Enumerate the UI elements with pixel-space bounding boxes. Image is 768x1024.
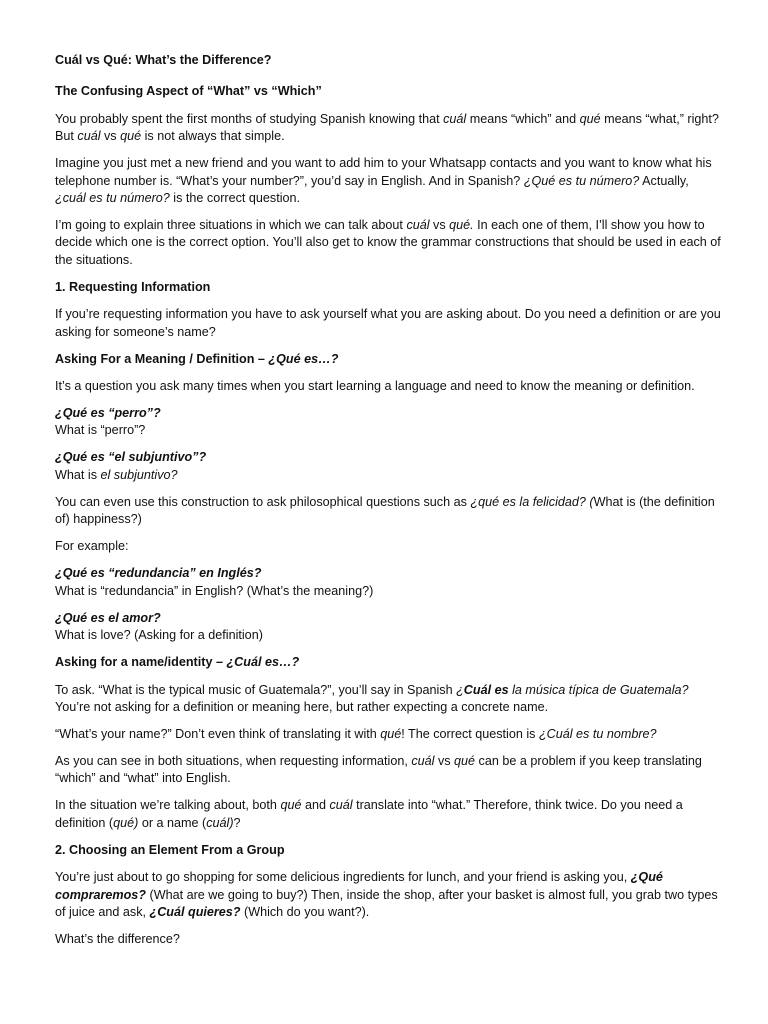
text-run: As you can see in both situations, when requesting information, xyxy=(55,753,412,768)
paragraph-your-name xyxy=(55,726,722,743)
example-translation: What is “perro”? xyxy=(55,423,146,438)
example-perro xyxy=(55,405,722,440)
text-run-italic: qué xyxy=(380,726,402,741)
text-run: What is (the definition of) happiness?) xyxy=(55,494,715,527)
paragraph-think-twice xyxy=(55,797,722,832)
text-run-italic: qué xyxy=(120,129,142,144)
text-run: (Which do you want?). xyxy=(240,904,370,919)
text-run: vs xyxy=(100,129,121,144)
example-question: ¿Qué es “el subjuntivo”? xyxy=(55,450,207,465)
text-run-italic: cuál xyxy=(329,798,353,813)
example-question: ¿Qué es el amor? xyxy=(55,610,161,625)
example-translation: What is “redundancia” in English? (What’s the meaning?) xyxy=(55,583,374,598)
document-title: Cuál vs Qué: What’s the Difference? xyxy=(55,53,272,67)
text-run-italic: ¿Qué es…? xyxy=(268,351,339,366)
text-run-italic: ¿qué es la felicidad? ( xyxy=(470,494,594,509)
paragraph-meaning: It’s a question you ask many times when you start learning a language and need to know the meaning or definition. xyxy=(55,379,695,394)
text-run: “What’s your name?” Don’t even think of translating it with xyxy=(55,726,381,741)
text-run: (What are we going to buy?) Then, inside the shop, after your basket is almost full, you grab two types of juice and ask, xyxy=(55,887,718,919)
text-run-italic: la música típica de Guatemala? xyxy=(508,682,689,697)
text-run-bold-italic: ¿Cuál quieres? xyxy=(149,904,241,919)
text-run: means “which” and xyxy=(466,111,580,126)
text-run: In the situation we’re talking about, both xyxy=(55,798,281,813)
text-run-bold-italic: Cuál es xyxy=(463,682,509,697)
example-amor xyxy=(55,610,722,645)
paragraph-requesting-info: If you’re requesting information you have to ask yourself what you are asking about. Do you need a definition or are you asking for someone’s name? xyxy=(55,307,721,339)
text-run: vs xyxy=(434,753,455,768)
paragraph-both-situations xyxy=(55,753,722,788)
subtitle-heading: The Confusing Aspect of “What” vs “Which” xyxy=(55,84,322,99)
text-run: You’re not asking for a definition or meaning here, but rather expecting a concrete name. xyxy=(55,699,549,714)
text-run: You’re just about to go shopping for some delicious ingredients for lunch, and your friend is asking you, xyxy=(55,870,631,885)
text-run-italic: cuál xyxy=(77,129,101,144)
text-run: and xyxy=(301,798,330,813)
section-heading-choosing-element: 2. Choosing an Element From a Group xyxy=(55,842,285,857)
example-subjuntivo xyxy=(55,449,722,484)
subsection-heading-name-identity xyxy=(55,654,722,671)
text-run-italic: qué xyxy=(454,753,476,768)
paragraph-philosophical xyxy=(55,494,722,529)
text-run-italic: qué) xyxy=(113,815,139,830)
text-run: ! The correct question is xyxy=(401,726,539,741)
paragraph-shopping xyxy=(55,869,722,921)
text-run: In each one of them, I’ll show you how to decide which one is the correct option. You’ll also get to know the grammar constructions that should be used in each of the situations. xyxy=(55,218,721,267)
text-run: translate into “what.” Therefore, think twice. Do you need a definition ( xyxy=(55,798,683,830)
text-run-italic: cuál xyxy=(411,753,435,768)
text-run-bold-italic: ¿Qué compraremos? xyxy=(55,870,663,902)
text-run: means “what,” right? But xyxy=(55,111,719,144)
text-run: is not always that simple. xyxy=(141,129,285,144)
example-translation: What is xyxy=(55,467,101,482)
text-run: ? xyxy=(233,815,241,830)
text-run: is the correct question. xyxy=(169,191,301,206)
text-run-italic: ¿Cuál es tu nombre? xyxy=(538,726,657,741)
paragraph-whatsapp xyxy=(55,155,722,207)
text-run: Asking For a Meaning / Definition – xyxy=(55,351,269,366)
paragraph-whats-the-difference: What’s the difference? xyxy=(55,931,180,946)
text-run-italic: qué xyxy=(280,798,302,813)
text-run: To ask. “What is the typical music of Guatemala?”, you’ll say in Spanish xyxy=(55,682,457,697)
text-run-italic: ¿ xyxy=(456,682,464,697)
text-run: I’m going to explain three situations in which we can talk about xyxy=(55,218,407,233)
text-run-italic: cuál xyxy=(406,218,430,233)
text-run-italic: ¿cuál es tu número? xyxy=(55,191,170,206)
example-translation: What is love? (Asking for a definition) xyxy=(55,628,263,643)
text-run: can be a problem if you keep translating “which” and “what” into English. xyxy=(55,753,702,786)
text-run-italic: qué xyxy=(579,111,601,126)
text-run: You probably spent the first months of studying Spanish knowing that xyxy=(55,111,444,126)
example-question: ¿Qué es “perro”? xyxy=(55,406,161,421)
section-heading-requesting-information: 1. Requesting Information xyxy=(55,279,211,294)
text-run-italic: ¿Qué es tu número? xyxy=(523,173,640,188)
text-run-italic: ¿Cuál es…? xyxy=(226,655,300,670)
text-run-italic: cuál xyxy=(443,111,467,126)
text-run-italic: cuál) xyxy=(206,815,234,830)
text-run: You can even use this construction to ask philosophical questions such as xyxy=(55,494,471,509)
text-run: or a name ( xyxy=(138,815,207,830)
example-question: ¿Qué es “redundancia” en Inglés? xyxy=(55,566,262,581)
text-run: Actually, xyxy=(639,173,689,188)
text-run: Imagine you just met a new friend and you want to add him to your Whatsapp contacts and you want to know what his telephone number is. “What’s your number?”, you’d say in English. And in Spanish? xyxy=(55,156,712,188)
example-redundancia xyxy=(55,565,722,600)
paragraph-intro xyxy=(55,111,722,146)
paragraph-for-example: For example: xyxy=(55,539,129,554)
text-run-italic: qué. xyxy=(449,218,474,233)
paragraph-three-situations xyxy=(55,217,722,269)
text-run: vs xyxy=(429,218,450,233)
subsection-heading-meaning xyxy=(55,351,722,368)
paragraph-guatemala xyxy=(55,682,722,717)
text-run: Asking for a name/identity – xyxy=(55,655,227,670)
text-run-italic: el subjuntivo? xyxy=(100,467,178,482)
